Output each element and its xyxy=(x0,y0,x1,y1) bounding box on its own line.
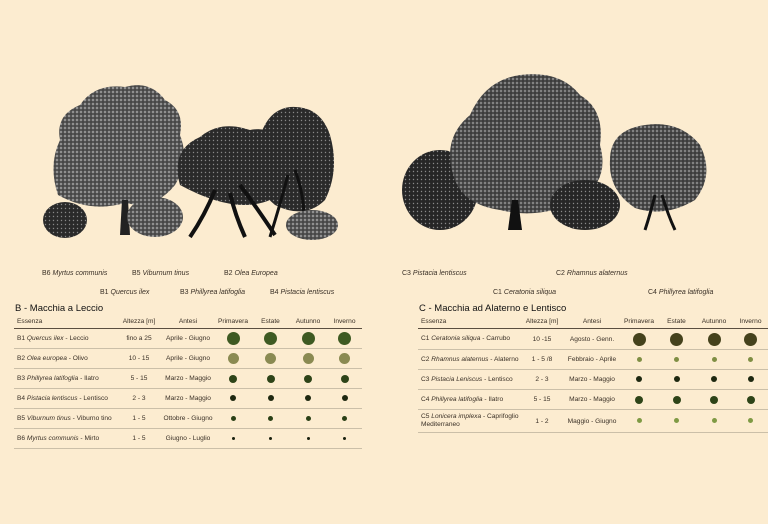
col-primavera: Primavera xyxy=(620,315,658,329)
plant-label-c1: C1 Ceratonia siliqua xyxy=(493,289,557,296)
species-code: B4 xyxy=(17,394,26,402)
foliage-dot xyxy=(342,395,348,401)
species-code: B1 xyxy=(17,334,26,342)
col-essenza: Essenza xyxy=(418,315,520,329)
species-common: - Alaterno xyxy=(488,355,519,363)
bloom-period: Agosto - Genn. xyxy=(564,329,620,350)
height-value: 10 - 15 xyxy=(116,349,162,369)
shrub-b5-viburnum xyxy=(127,197,183,237)
col-antesi: Antesi xyxy=(564,315,620,329)
cell-estate xyxy=(252,389,289,409)
col-estate: Estate xyxy=(252,315,289,329)
species-name xyxy=(14,349,116,369)
species-common: - Ilatro xyxy=(78,374,99,382)
illustration-macchia-alaterno-lentisco xyxy=(400,70,715,235)
species-common: - Leccio xyxy=(63,334,89,342)
cell-autunno xyxy=(289,389,327,409)
cell-inverno xyxy=(733,410,768,433)
species-name xyxy=(14,429,116,449)
bloom-period: Marzo - Maggio xyxy=(564,370,620,390)
table-row xyxy=(418,350,768,370)
foliage-dot xyxy=(342,416,347,421)
height-value: 1 - 2 xyxy=(520,410,564,433)
cell-inverno xyxy=(733,350,768,370)
cell-estate xyxy=(252,329,289,349)
table-row xyxy=(418,410,768,433)
foliage-dot xyxy=(635,396,643,404)
table-row xyxy=(14,429,362,449)
foliage-dot xyxy=(708,333,721,346)
height-value: fino a 25 xyxy=(116,329,162,349)
foliage-dot xyxy=(637,357,642,362)
species-common: - Lentisco xyxy=(482,375,513,383)
foliage-dot xyxy=(673,396,681,404)
foliage-dot xyxy=(227,332,240,345)
height-value: 10 -15 xyxy=(520,329,564,350)
cell-primavera xyxy=(214,389,252,409)
species-common: - Lentisco xyxy=(77,394,108,402)
cell-primavera xyxy=(620,390,658,410)
cell-estate xyxy=(252,409,289,429)
height-value: 1 - 5 /8 xyxy=(520,350,564,370)
cell-autunno xyxy=(289,409,327,429)
cell-autunno xyxy=(695,329,733,350)
bloom-period: Marzo - Maggio xyxy=(162,389,214,409)
height-value: 2 - 3 xyxy=(520,370,564,390)
bloom-period: Aprile - Giugno xyxy=(162,349,214,369)
species-latin: Viburnum tinus xyxy=(26,414,71,422)
species-code: B6 xyxy=(17,434,26,442)
species-name xyxy=(14,329,116,349)
col-primavera: Primavera xyxy=(214,315,252,329)
species-common: - Olivo xyxy=(66,354,88,362)
plant-label-c3: C3 Pistacia lentiscus xyxy=(402,270,467,277)
foliage-dot xyxy=(268,416,273,421)
col-autunno: Autunno xyxy=(289,315,327,329)
bloom-period: Marzo - Maggio xyxy=(564,390,620,410)
species-name xyxy=(418,350,520,370)
tree-c4-phillyrea xyxy=(610,124,707,230)
shrub-b6-myrtus xyxy=(43,202,87,238)
species-name xyxy=(14,389,116,409)
cell-inverno xyxy=(327,389,362,409)
height-value: 2 - 3 xyxy=(116,389,162,409)
cell-autunno xyxy=(289,329,327,349)
foliage-dot xyxy=(229,375,237,383)
cell-autunno xyxy=(289,369,327,389)
foliage-dot xyxy=(228,353,239,364)
plant-label-b6: B6 Myrtus communis xyxy=(42,270,108,277)
foliage-dot xyxy=(748,357,753,362)
cell-primavera xyxy=(620,410,658,433)
foliage-dot xyxy=(264,332,277,345)
species-code: C2 xyxy=(421,355,430,363)
species-code: B3 xyxy=(17,374,26,382)
bloom-period: Giugno - Luglio xyxy=(162,429,214,449)
species-latin: Phillyrea latifoglia xyxy=(431,395,483,403)
species-code: C4 xyxy=(421,395,430,403)
cell-estate xyxy=(658,370,695,390)
section-b-title: B - Macchia a Leccio xyxy=(15,303,104,314)
foliage-dot xyxy=(230,395,236,401)
species-name xyxy=(418,410,520,433)
foliage-dot xyxy=(343,437,346,440)
cell-primavera xyxy=(214,429,252,449)
table-row xyxy=(418,370,768,390)
table-row xyxy=(418,390,768,410)
shrub-c2-rhamnus xyxy=(550,180,620,230)
species-code: B5 xyxy=(17,414,26,422)
col-altezza: Altezza [m] xyxy=(520,315,564,329)
species-latin: Olea europea xyxy=(26,354,67,362)
species-name xyxy=(418,370,520,390)
plant-label-b4: B4 Pistacia lentiscus xyxy=(270,289,335,296)
foliage-dot xyxy=(307,437,310,440)
cell-autunno xyxy=(695,410,733,433)
foliage-dot xyxy=(306,416,311,421)
height-value: 5 - 15 xyxy=(520,390,564,410)
cell-autunno xyxy=(289,429,327,449)
foliage-dot xyxy=(338,332,351,345)
plant-label-b1: B1 Quercus ilex xyxy=(100,289,150,296)
cell-estate xyxy=(658,329,695,350)
col-antesi: Antesi xyxy=(162,315,214,329)
foliage-dot xyxy=(341,375,349,383)
bloom-period: Febbraio - Aprile xyxy=(564,350,620,370)
col-inverno: Inverno xyxy=(327,315,362,329)
foliage-dot xyxy=(633,333,646,346)
foliage-dot xyxy=(744,333,757,346)
cell-autunno xyxy=(289,349,327,369)
species-latin: Myrtus communis xyxy=(26,434,79,442)
cell-inverno xyxy=(327,349,362,369)
cell-primavera xyxy=(214,409,252,429)
table-row xyxy=(14,409,362,429)
col-estate: Estate xyxy=(658,315,695,329)
species-code: C3 xyxy=(421,375,430,383)
cell-inverno xyxy=(327,429,362,449)
foliage-dot xyxy=(748,376,754,382)
foliage-dot xyxy=(304,375,312,383)
plant-label-b5: B5 Viburnum tinus xyxy=(132,270,190,277)
foliage-dot xyxy=(267,375,275,383)
cell-primavera xyxy=(620,350,658,370)
cell-autunno xyxy=(695,370,733,390)
cell-estate xyxy=(252,429,289,449)
plant-label-b2: B2 Olea Europea xyxy=(224,270,278,277)
species-latin: Lonicera implexa xyxy=(431,413,482,420)
cell-inverno xyxy=(733,370,768,390)
cell-estate xyxy=(252,369,289,389)
species-common: - Viburno tino xyxy=(70,414,112,422)
cell-primavera xyxy=(620,370,658,390)
species-name xyxy=(14,369,116,389)
species-common: - Carrubo xyxy=(480,335,511,342)
cell-primavera xyxy=(620,329,658,350)
foliage-dot xyxy=(674,376,680,382)
cell-estate xyxy=(252,349,289,369)
species-code: C1 xyxy=(421,335,430,342)
species-latin: Rhamnus alaternus xyxy=(431,355,489,363)
species-common: - Caprifoglio Mediterraneo xyxy=(421,413,519,428)
foliage-dot xyxy=(339,353,350,364)
cell-inverno xyxy=(327,409,362,429)
table-row xyxy=(14,329,362,349)
cell-inverno xyxy=(733,390,768,410)
table-header-row xyxy=(14,315,362,329)
cell-primavera xyxy=(214,329,252,349)
cell-estate xyxy=(658,410,695,433)
species-code: C5 xyxy=(421,413,430,420)
foliage-dot xyxy=(232,437,235,440)
foliage-dot xyxy=(712,418,717,423)
col-inverno: Inverno xyxy=(733,315,768,329)
species-latin: Pistacia lentiscus xyxy=(26,394,78,402)
section-c-title: C - Macchia ad Alaterno e Lentisco xyxy=(419,303,567,314)
foliage-dot xyxy=(636,376,642,382)
cell-inverno xyxy=(733,329,768,350)
species-common: - Mirto xyxy=(78,434,100,442)
species-latin: Phillyrea latifoglia xyxy=(26,374,79,382)
table-row xyxy=(14,389,362,409)
height-value: 5 - 15 xyxy=(116,369,162,389)
cell-autunno xyxy=(695,350,733,370)
foliage-dot xyxy=(305,395,311,401)
col-autunno: Autunno xyxy=(695,315,733,329)
foliage-dot xyxy=(747,396,755,404)
bloom-period: Marzo - Maggio xyxy=(162,369,214,389)
cell-inverno xyxy=(327,329,362,349)
foliage-dot xyxy=(712,357,717,362)
plant-label-c2: C2 Rhamnus alaternus xyxy=(556,270,628,277)
bloom-period: Maggio - Giugno xyxy=(564,410,620,433)
table-macchia-a-leccio xyxy=(14,315,362,449)
species-latin: Pistacia Leniscus xyxy=(431,375,483,383)
col-essenza: Essenza xyxy=(14,315,116,329)
foliage-dot xyxy=(637,418,642,423)
col-altezza: Altezza [m] xyxy=(116,315,162,329)
table-row xyxy=(418,329,768,350)
cell-autunno xyxy=(695,390,733,410)
height-value: 1 - 5 xyxy=(116,429,162,449)
bloom-period: Ottobre - Giugno xyxy=(162,409,214,429)
illustration-macchia-a-leccio xyxy=(40,75,340,245)
foliage-dot xyxy=(231,416,236,421)
foliage-dot xyxy=(268,395,274,401)
foliage-dot xyxy=(302,332,315,345)
foliage-dot xyxy=(710,396,718,404)
cell-estate xyxy=(658,350,695,370)
cell-estate xyxy=(658,390,695,410)
table-row xyxy=(14,369,362,389)
foliage-dot xyxy=(670,333,683,346)
foliage-dot xyxy=(269,437,272,440)
species-code: B2 xyxy=(17,354,26,362)
species-name xyxy=(14,409,116,429)
foliage-dot xyxy=(303,353,314,364)
foliage-dot xyxy=(674,357,679,362)
foliage-dot xyxy=(748,418,753,423)
species-name xyxy=(418,329,520,350)
species-common: - Ilatro xyxy=(482,395,504,403)
plant-label-c4: C4 Phillyrea latifoglia xyxy=(648,289,714,296)
cell-primavera xyxy=(214,369,252,389)
cell-primavera xyxy=(214,349,252,369)
foliage-dot xyxy=(711,376,717,382)
table-macchia-alaterno-lentisco xyxy=(418,315,768,433)
table-row xyxy=(14,349,362,369)
species-latin: Quercus ilex xyxy=(26,334,64,342)
bloom-period: Aprile - Giugno xyxy=(162,329,214,349)
foliage-dot xyxy=(265,353,276,364)
height-value: 1 - 5 xyxy=(116,409,162,429)
cell-inverno xyxy=(327,369,362,389)
species-latin: Ceratonia siliqua xyxy=(431,335,481,342)
plant-label-b3: B3 Phillyrea latifoglia xyxy=(180,289,245,296)
foliage-dot xyxy=(674,418,679,423)
species-name xyxy=(418,390,520,410)
table-header-row xyxy=(418,315,768,329)
shrub-b4-pistacia xyxy=(286,210,338,240)
